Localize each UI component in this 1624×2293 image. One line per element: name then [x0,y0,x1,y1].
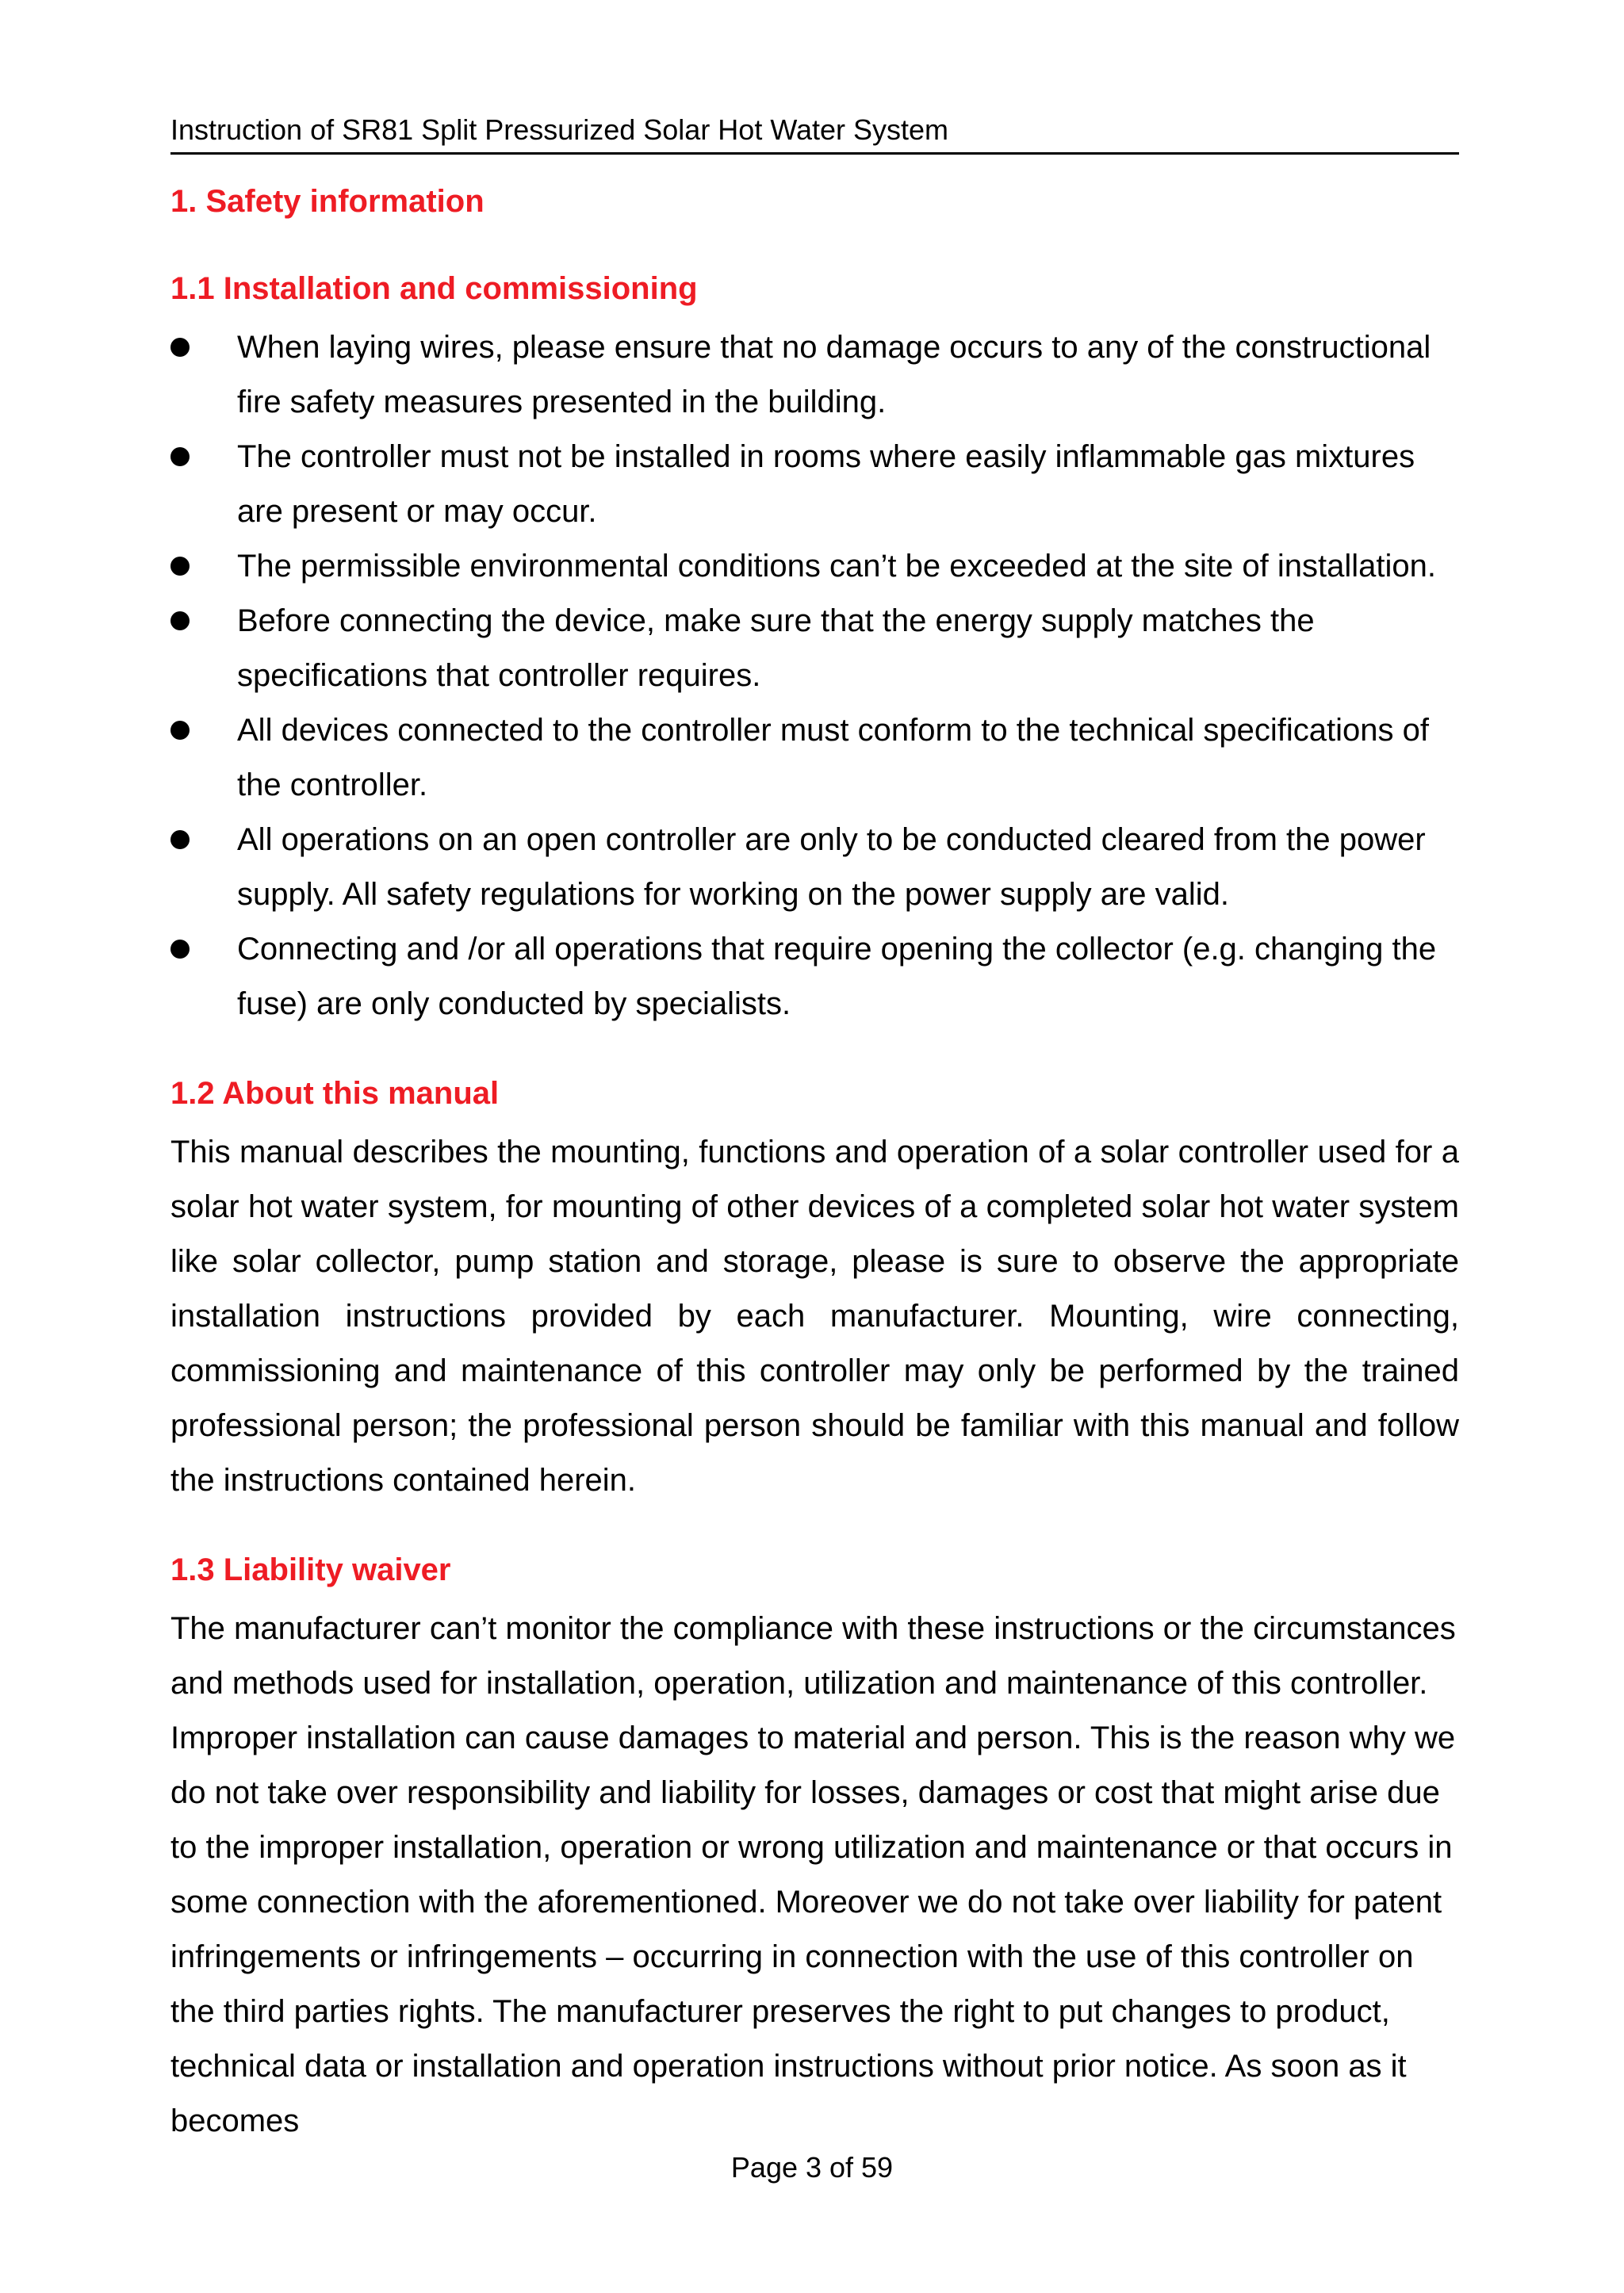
bullet-text: Connecting and /or all operations that require opening the collector (e.g. changing the fuse) are only conducted by specialists. [237,932,1437,1021]
section-1-1-heading: 1.1 Installation and commissioning [170,271,698,306]
bullet-dot-icon [170,940,190,959]
bullet-dot-icon [170,830,190,849]
page-footer [0,2149,1624,2187]
bullet-item [170,539,1459,594]
bullet-text: All operations on an open controller are only to be conducted cleared from the power supply. All safety regulations for working on the power supply are valid. [237,822,1426,912]
bullet-text: When laying wires, please ensure that no damage occurs to any of the constructional fire safety measures presented in the building. [237,330,1431,419]
bullet-item [170,320,1459,430]
section-1-heading: 1. Safety information [170,184,485,219]
page-content [170,179,1459,2149]
bullet-item [170,922,1459,1032]
page-header [170,111,1459,155]
bullet-item [170,813,1459,922]
bullet-dot-icon [170,721,190,740]
header-title: Instruction of SR81 Split Pressurized Solar Hot Water System [170,113,949,146]
bullet-text: The permissible environmental conditions can’t be exceeded at the site of installation. [237,549,1436,584]
section-1-2-heading: 1.2 About this manual [170,1076,500,1111]
bullet-item [170,594,1459,703]
bullet-dot-icon [170,338,190,357]
installation-bullet-list [170,320,1459,1032]
bullet-dot-icon [170,557,190,576]
bullet-text: The controller must not be installed in rooms where easily inflammable gas mixtures are present or may occur. [237,439,1415,529]
bullet-text: Before connecting the device, make sure that the energy supply matches the specifications that controller requires. [237,603,1315,693]
bullet-text: All devices connected to the controller must conform to the technical specifications of the controller. [237,713,1429,802]
bullet-dot-icon [170,611,190,630]
bullet-dot-icon [170,447,190,466]
liability-paragraph: The manufacturer can’t monitor the compliance with these instructions or the circumstances and methods used for installation, operation, utilization and maintenance of this controller. Improper installation can cause damages to material and person. This is the reason why we do not take over responsibility and liability for losses, damages or cost that might arise due to the improper installation, operation or wrong utilization and maintenance or that occurs in some connection with the aforementioned. Moreover we do not take over liability for patent infringements or infringements – occurring in connection with the use of this controller on the third parties rights. The manufacturer preserves the right to put changes to product, technical data or installation and operation instructions without prior notice. As soon as it becomes [170,1611,1456,2138]
section-1-3-heading: 1.3 Liability waiver [170,1552,451,1587]
about-manual-paragraph: This manual describes the mounting, functions and operation of a solar controller used for a solar hot water system, for mounting of other devices of a completed solar hot water system like solar collector, pump station and storage, please is sure to observe the appropriate installation instructions provided by each manufacturer. Mounting, wire connecting, commissioning and maintenance of this controller may only be performed by the trained professional person; the professional person should be familiar with this manual and follow the instructions contained herein. [170,1135,1459,1498]
bullet-item [170,703,1459,813]
bullet-item [170,430,1459,539]
page-number: Page 3 of 59 [730,2151,894,2184]
